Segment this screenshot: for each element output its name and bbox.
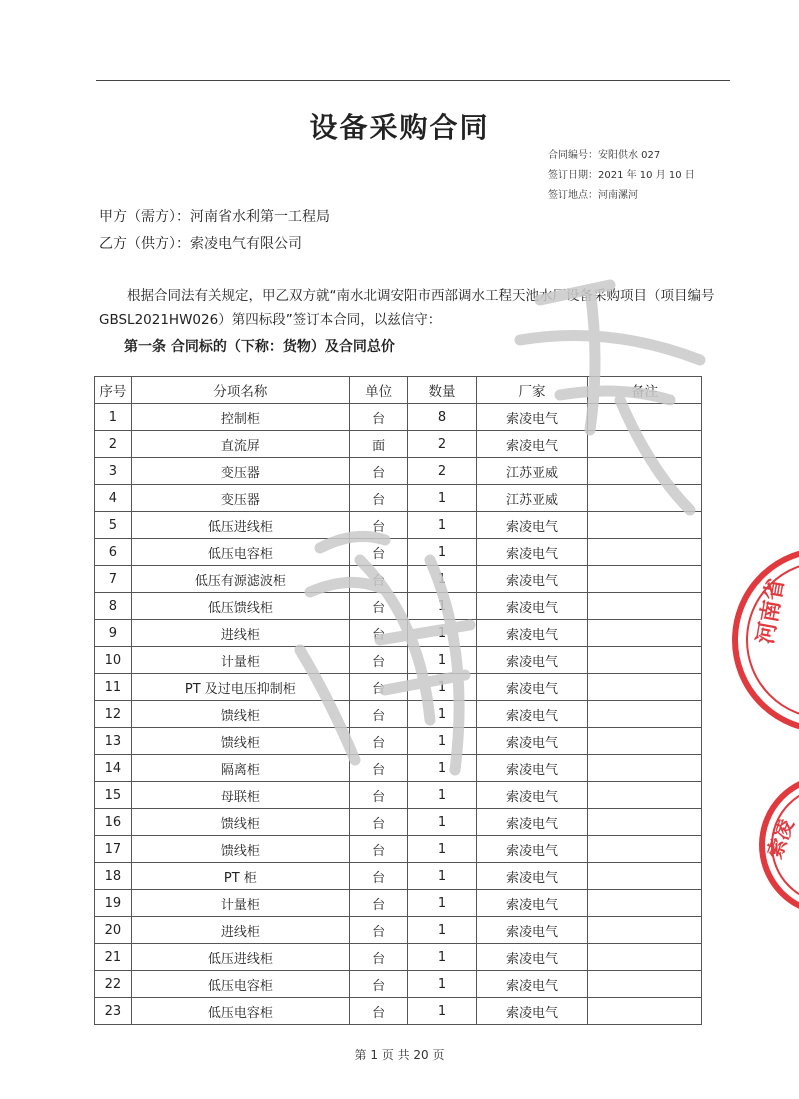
cell-unit: 台 xyxy=(349,944,407,971)
cell-note xyxy=(588,539,702,566)
cell-unit: 台 xyxy=(349,998,407,1025)
cell-no: 23 xyxy=(95,998,132,1025)
cell-unit: 台 xyxy=(349,566,407,593)
cell-name: 低压进线柜 xyxy=(131,512,349,539)
header-note: 备注 xyxy=(588,377,702,404)
table-row xyxy=(95,539,702,566)
cell-note xyxy=(588,917,702,944)
cell-no: 7 xyxy=(95,566,132,593)
cell-quantity: 2 xyxy=(408,458,476,485)
cell-quantity: 1 xyxy=(408,485,476,512)
cell-unit: 台 xyxy=(349,836,407,863)
cell-vendor: 江苏亚威 xyxy=(476,485,588,512)
cell-unit: 台 xyxy=(349,728,407,755)
table-row xyxy=(95,782,702,809)
table-row xyxy=(95,647,702,674)
cell-unit: 台 xyxy=(349,620,407,647)
cell-quantity: 1 xyxy=(408,998,476,1025)
cell-unit: 台 xyxy=(349,809,407,836)
cell-no: 10 xyxy=(95,647,132,674)
cell-unit: 台 xyxy=(349,863,407,890)
seal-henan-text: 河南省 xyxy=(753,576,790,647)
cell-name: 变压器 xyxy=(131,458,349,485)
cell-vendor: 索凌电气 xyxy=(476,512,588,539)
sign-date: 签订日期：2021 年 10 月 10 日 xyxy=(548,170,695,181)
cell-vendor: 索凌电气 xyxy=(476,917,588,944)
cell-quantity: 1 xyxy=(408,782,476,809)
cell-unit: 台 xyxy=(349,458,407,485)
cell-unit: 台 xyxy=(349,701,407,728)
cell-no: 18 xyxy=(95,863,132,890)
cell-no: 9 xyxy=(95,620,132,647)
cell-note xyxy=(588,728,702,755)
cell-no: 21 xyxy=(95,944,132,971)
cell-vendor: 索凌电气 xyxy=(476,863,588,890)
cell-note xyxy=(588,971,702,998)
cell-quantity: 1 xyxy=(408,755,476,782)
table-row xyxy=(95,458,702,485)
cell-name: 低压有源滤波柜 xyxy=(131,566,349,593)
header-no: 序号 xyxy=(95,377,132,404)
cell-note xyxy=(588,647,702,674)
cell-vendor: 索凌电气 xyxy=(476,809,588,836)
cell-name: 直流屏 xyxy=(131,431,349,458)
cell-note xyxy=(588,485,702,512)
cell-quantity: 1 xyxy=(408,539,476,566)
seal-suoling-text: 索凌 xyxy=(762,815,799,862)
cell-name: 馈线柜 xyxy=(131,728,349,755)
cell-name: 馈线柜 xyxy=(131,836,349,863)
cell-unit: 台 xyxy=(349,512,407,539)
cell-name: 馈线柜 xyxy=(131,809,349,836)
table-header-row xyxy=(95,377,702,404)
cell-vendor: 索凌电气 xyxy=(476,944,588,971)
table-row xyxy=(95,674,702,701)
party-b: 乙方（供方）：索凌电气有限公司 xyxy=(99,236,302,252)
cell-unit: 面 xyxy=(349,431,407,458)
cell-name: 低压进线柜 xyxy=(131,944,349,971)
cell-quantity: 1 xyxy=(408,566,476,593)
header-quantity: 数量 xyxy=(408,377,476,404)
cell-unit: 台 xyxy=(349,647,407,674)
cell-name: 母联柜 xyxy=(131,782,349,809)
table-row xyxy=(95,728,702,755)
cell-name: 馈线柜 xyxy=(131,701,349,728)
table-row xyxy=(95,701,702,728)
table-row xyxy=(95,620,702,647)
intro-line-1: 根据合同法有关规定，甲乙双方就“南水北调安阳市西部调水工程天池水厂设备采购项目（项目编号 xyxy=(127,288,715,304)
cell-no: 19 xyxy=(95,890,132,917)
cell-note xyxy=(588,431,702,458)
cell-vendor: 索凌电气 xyxy=(476,701,588,728)
cell-no: 12 xyxy=(95,701,132,728)
cell-unit: 台 xyxy=(349,917,407,944)
cell-no: 22 xyxy=(95,971,132,998)
cell-quantity: 1 xyxy=(408,809,476,836)
cell-vendor: 索凌电气 xyxy=(476,998,588,1025)
cell-no: 17 xyxy=(95,836,132,863)
cell-no: 2 xyxy=(95,431,132,458)
cell-vendor: 索凌电气 xyxy=(476,755,588,782)
table-row xyxy=(95,944,702,971)
cell-quantity: 1 xyxy=(408,917,476,944)
cell-unit: 台 xyxy=(349,890,407,917)
cell-name: 低压电容柜 xyxy=(131,998,349,1025)
cell-name: 计量柜 xyxy=(131,890,349,917)
cell-vendor: 索凌电气 xyxy=(476,890,588,917)
cell-note xyxy=(588,944,702,971)
cell-name: 隔离柜 xyxy=(131,755,349,782)
cell-note xyxy=(588,593,702,620)
cell-vendor: 江苏亚威 xyxy=(476,458,588,485)
cell-quantity: 1 xyxy=(408,836,476,863)
cell-no: 16 xyxy=(95,809,132,836)
cell-no: 8 xyxy=(95,593,132,620)
cell-quantity: 8 xyxy=(408,404,476,431)
cell-quantity: 1 xyxy=(408,701,476,728)
cell-quantity: 1 xyxy=(408,620,476,647)
cell-note xyxy=(588,566,702,593)
cell-name: 计量柜 xyxy=(131,647,349,674)
cell-quantity: 1 xyxy=(408,674,476,701)
table-row xyxy=(95,836,702,863)
cell-vendor: 索凌电气 xyxy=(476,539,588,566)
cell-vendor: 索凌电气 xyxy=(476,566,588,593)
cell-unit: 台 xyxy=(349,404,407,431)
document-title: 设备采购合同 xyxy=(309,111,490,144)
cell-no: 3 xyxy=(95,458,132,485)
cell-quantity: 1 xyxy=(408,728,476,755)
cell-name: PT 及过电压抑制柜 xyxy=(131,674,349,701)
cell-note xyxy=(588,998,702,1025)
table-row xyxy=(95,809,702,836)
seal-henan-fragment xyxy=(720,540,799,740)
cell-vendor: 索凌电气 xyxy=(476,647,588,674)
cell-name: 低压电容柜 xyxy=(131,539,349,566)
cell-vendor: 索凌电气 xyxy=(476,431,588,458)
cell-no: 1 xyxy=(95,404,132,431)
cell-unit: 台 xyxy=(349,485,407,512)
table-row xyxy=(95,890,702,917)
header-vendor: 厂家 xyxy=(476,377,588,404)
cell-note xyxy=(588,701,702,728)
table-row xyxy=(95,998,702,1025)
table-row xyxy=(95,863,702,890)
cell-note xyxy=(588,782,702,809)
cell-no: 4 xyxy=(95,485,132,512)
cell-quantity: 1 xyxy=(408,647,476,674)
intro-paragraph xyxy=(99,284,739,332)
table-row xyxy=(95,971,702,998)
table-row xyxy=(95,755,702,782)
intro-line-2: GBSL2021HW026）第四标段”签订本合同，以兹信守： xyxy=(99,312,442,328)
cell-unit: 台 xyxy=(349,782,407,809)
cell-note xyxy=(588,512,702,539)
cell-name: PT 柜 xyxy=(131,863,349,890)
cell-note xyxy=(588,458,702,485)
party-a: 甲方（需方）：河南省水利第一工程局 xyxy=(99,209,330,225)
cell-no: 20 xyxy=(95,917,132,944)
header-unit: 单位 xyxy=(349,377,407,404)
table-row xyxy=(95,917,702,944)
cell-no: 6 xyxy=(95,539,132,566)
cell-unit: 台 xyxy=(349,755,407,782)
table-row xyxy=(95,512,702,539)
cell-note xyxy=(588,404,702,431)
cell-quantity: 1 xyxy=(408,890,476,917)
cell-quantity: 1 xyxy=(408,944,476,971)
header-rule xyxy=(96,80,730,81)
cell-name: 低压馈线柜 xyxy=(131,593,349,620)
table-row xyxy=(95,593,702,620)
cell-vendor: 索凌电气 xyxy=(476,728,588,755)
goods-table xyxy=(94,376,702,1025)
cell-vendor: 索凌电气 xyxy=(476,836,588,863)
cell-vendor: 索凌电气 xyxy=(476,674,588,701)
cell-vendor: 索凌电气 xyxy=(476,620,588,647)
cell-quantity: 1 xyxy=(408,593,476,620)
cell-vendor: 索凌电气 xyxy=(476,404,588,431)
cell-vendor: 索凌电气 xyxy=(476,971,588,998)
cell-name: 低压电容柜 xyxy=(131,971,349,998)
header-name: 分项名称 xyxy=(131,377,349,404)
cell-no: 11 xyxy=(95,674,132,701)
cell-note xyxy=(588,890,702,917)
cell-unit: 台 xyxy=(349,971,407,998)
cell-quantity: 2 xyxy=(408,431,476,458)
contract-number: 合同编号：安阳供水 027 xyxy=(548,150,661,161)
cell-vendor: 索凌电气 xyxy=(476,593,588,620)
page-footer: 第 1 页 共 20 页 xyxy=(354,1048,445,1062)
cell-note xyxy=(588,863,702,890)
cell-quantity: 1 xyxy=(408,971,476,998)
cell-unit: 台 xyxy=(349,593,407,620)
cell-no: 15 xyxy=(95,782,132,809)
table-row xyxy=(95,566,702,593)
cell-vendor: 索凌电气 xyxy=(476,782,588,809)
article-1-heading: 第一条 合同标的（下称：货物）及合同总价 xyxy=(124,339,395,355)
cell-name: 控制柜 xyxy=(131,404,349,431)
cell-unit: 台 xyxy=(349,539,407,566)
cell-name: 进线柜 xyxy=(131,917,349,944)
cell-no: 5 xyxy=(95,512,132,539)
seal-suoling-fragment xyxy=(735,770,799,920)
cell-quantity: 1 xyxy=(408,863,476,890)
cell-no: 13 xyxy=(95,728,132,755)
cell-unit: 台 xyxy=(349,674,407,701)
cell-note xyxy=(588,674,702,701)
cell-quantity: 1 xyxy=(408,512,476,539)
cell-note xyxy=(588,755,702,782)
cell-note xyxy=(588,836,702,863)
table-row xyxy=(95,485,702,512)
sign-place: 签订地点：河南漯河 xyxy=(548,190,638,201)
cell-note xyxy=(588,809,702,836)
table-row xyxy=(95,431,702,458)
cell-no: 14 xyxy=(95,755,132,782)
table-row xyxy=(95,404,702,431)
cell-note xyxy=(588,620,702,647)
cell-name: 进线柜 xyxy=(131,620,349,647)
cell-name: 变压器 xyxy=(131,485,349,512)
